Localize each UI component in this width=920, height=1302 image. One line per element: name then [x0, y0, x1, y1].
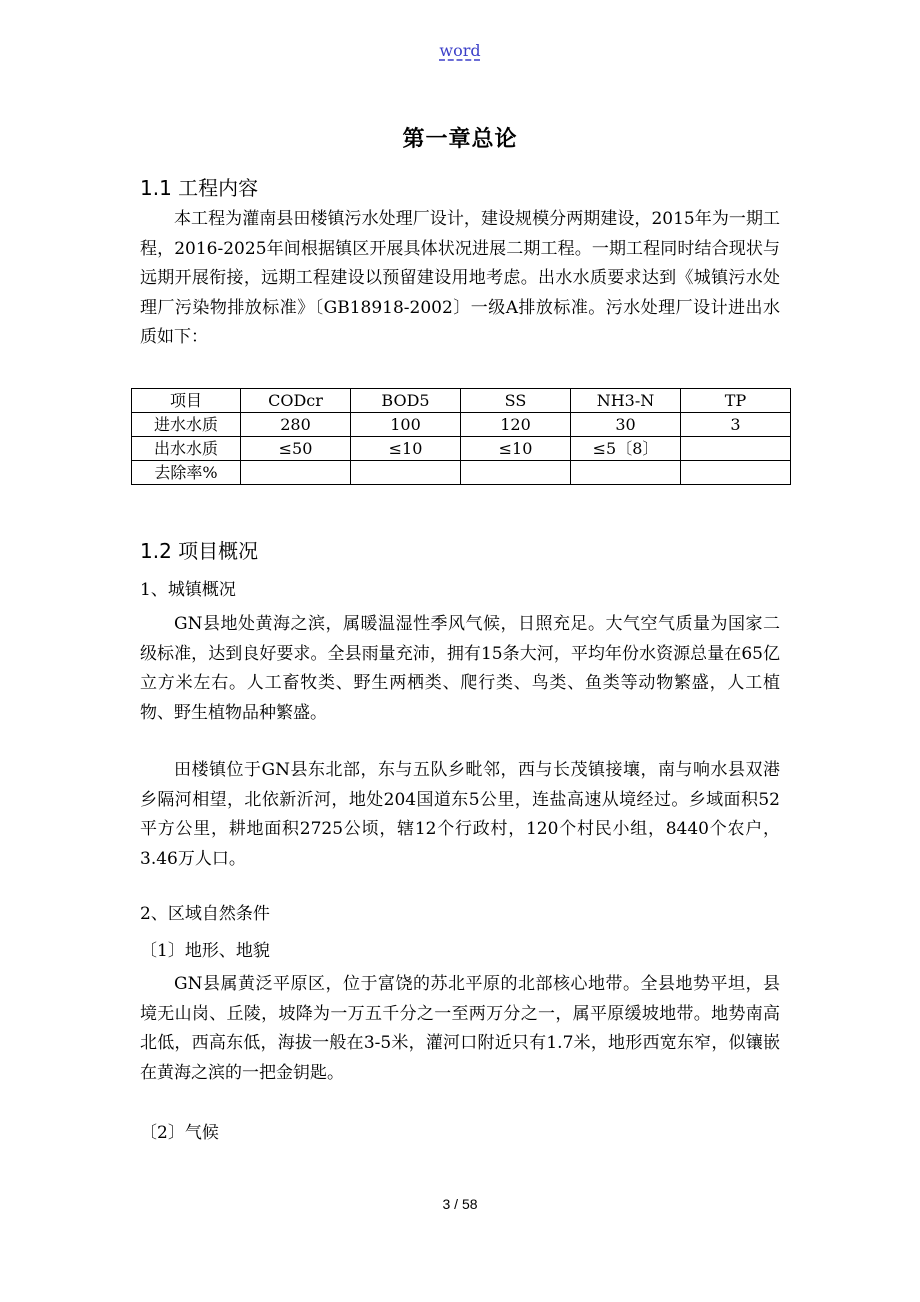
chapter-title: 第一章总论: [402, 127, 518, 152]
project-content-paragraph: 本工程为灌南县田楼镇污水处理厂设计，建设规模分两期建设，2015年为一期工程，2016-2025年间根据镇区开展具体状况进展二期工程。一期工程同时结合现状与远期开展衔接，远期工程建设以预留建设用地考虑。出水水质要求达到《城镇污水处理厂污染物排放标准》〔GB18918-2002〕一级A排放标准。污水处理厂设计进出水质如下：: [140, 209, 780, 347]
table-cell: [461, 461, 571, 485]
table-header-cell: CODcr: [241, 389, 351, 413]
subheading-town-overview: 1、城镇概况: [140, 580, 236, 600]
table-row: [132, 437, 791, 461]
table-header-cell: SS: [461, 389, 571, 413]
table-row: [132, 461, 791, 485]
table-cell: 100: [351, 413, 461, 437]
table-cell: 进水水质: [132, 413, 241, 437]
table-cell: 出水水质: [132, 437, 241, 461]
tianlou-town-paragraph: 田楼镇位于GN县东北部，东与五队乡毗邻，西与长茂镇接壤，南与响水县双港乡隔河相望，北依新沂河，地处204国道东5公里，连盐高速从境经过。乡域面积52平方公里，耕地面积2725公顷，辖12个行政村，120个村民小组，8440个农户，3.46万人口。: [140, 760, 780, 869]
subheading-climate: 〔2〕气候: [140, 1123, 219, 1143]
table-header-cell: BOD5: [351, 389, 461, 413]
table-cell: ≤10: [461, 437, 571, 461]
table-cell: 120: [461, 413, 571, 437]
table-cell: ≤10: [351, 437, 461, 461]
table-header-cell: 项目: [132, 389, 241, 413]
terrain-paragraph: GN县属黄泛平原区，位于富饶的苏北平原的北部核心地带。全县地势平坦，县境无山岗、丘陵，坡降为一万五千分之一至两万分之一，属平原缓坡地带。地势南高北低，西高东低，海拔一般在3-5米，灌河口附近只有1.7米，地形西宽东窄，似镶嵌在黄海之滨的一把金钥匙。: [140, 974, 780, 1083]
table-cell: [681, 437, 791, 461]
table-cell: [351, 461, 461, 485]
header-word-link[interactable]: word: [439, 41, 481, 60]
table-cell: [571, 461, 681, 485]
table-header-cell: TP: [681, 389, 791, 413]
table-row: [132, 413, 791, 437]
table-cell: [241, 461, 351, 485]
subheading-terrain: 〔1〕地形、地貌: [140, 941, 270, 961]
subheading-natural-conditions: 2、区域自然条件: [140, 904, 270, 924]
table-header-cell: NH3-N: [571, 389, 681, 413]
table-cell: 去除率%: [132, 461, 241, 485]
table-cell: ≤5〔8〕: [571, 437, 681, 461]
water-quality-table: [131, 388, 791, 485]
table-cell: 30: [571, 413, 681, 437]
table-cell: 3: [681, 413, 791, 437]
table-cell: 280: [241, 413, 351, 437]
section-heading-1-2: 1.2 项目概况: [140, 539, 259, 563]
table-header-row: [132, 389, 791, 413]
page-number: 3 / 58: [442, 1196, 478, 1212]
table-cell: ≤50: [241, 437, 351, 461]
section-heading-1-1: 1.1 工程内容: [140, 176, 259, 200]
table-cell: [681, 461, 791, 485]
county-overview-paragraph: GN县地处黄海之滨，属暖温湿性季风气候，日照充足。大气空气质量为国家二级标准，达到良好要求。全县雨量充沛，拥有15条大河，平均年份水资源总量在65亿立方米左右。人工畜牧类、野生两栖类、爬行类、鸟类、鱼类等动物繁盛，人工植物、野生植物品种繁盛。: [140, 614, 780, 723]
